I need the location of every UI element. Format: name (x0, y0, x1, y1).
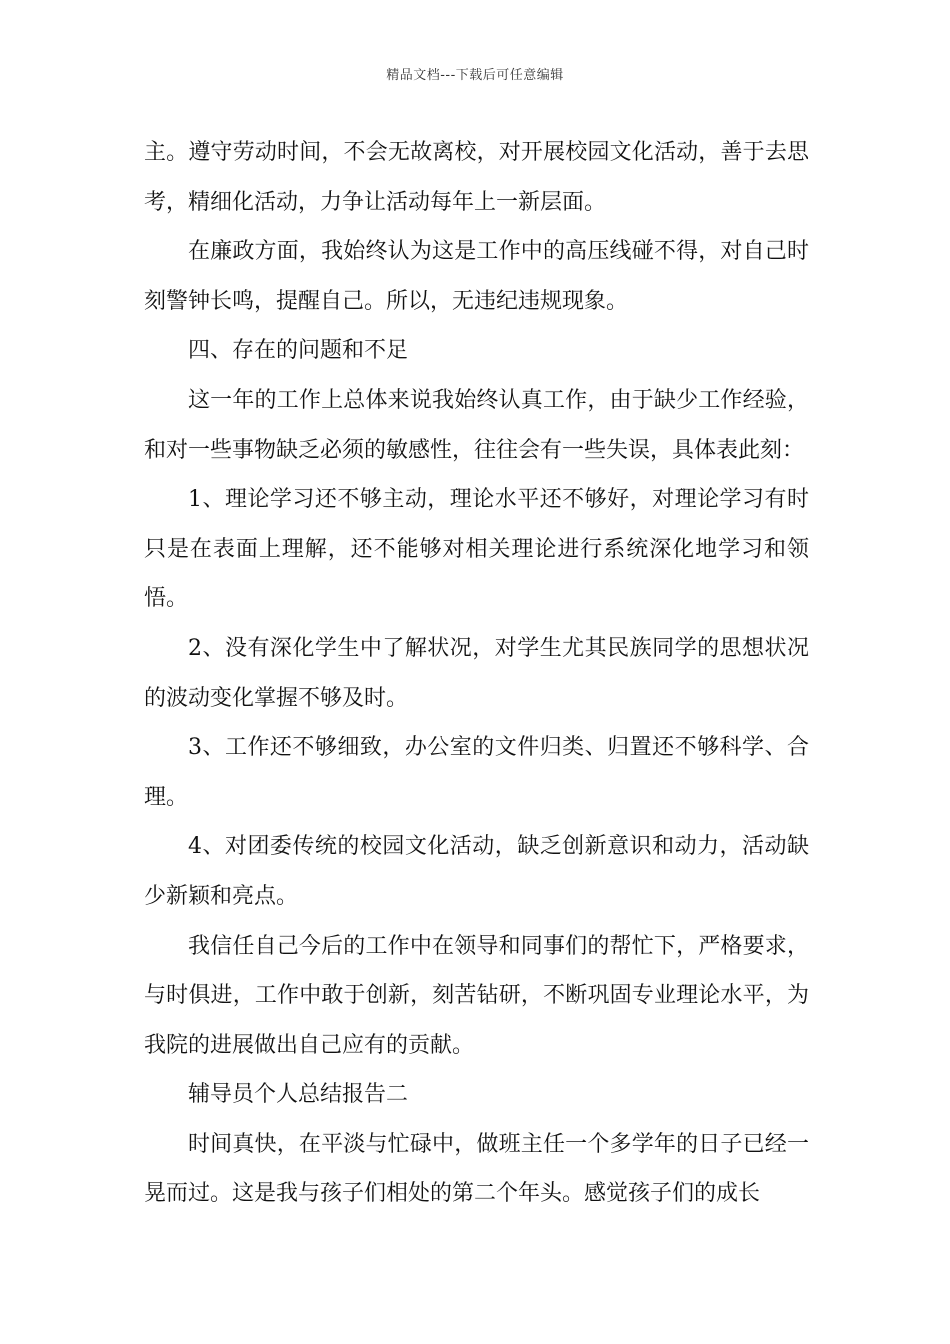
section-heading-4: 四、存在的问题和不足 (188, 338, 409, 364)
paragraph-2: 在廉政方面，我始终认为这是工作中的高压线碰不得，对自己时刻警钟长鸣，提醒自己。所以，无违纪违规现象。 (144, 239, 809, 314)
report-title-2: 辅导员个人总结报告二 (188, 1082, 409, 1108)
page-header: 精品文档---下载后可任意编辑 (386, 68, 564, 83)
paragraph-3: 这一年的工作上总体来说我始终认真工作，由于缺少工作经验，和对一些事物缺乏必须的敏感性，往往会有一些失误，具体表此刻： (144, 387, 809, 463)
list-item-2: 2、没有深化学生中了解状况，对学生尤其民族同学的思想状况的波动变化掌握不够及时。 (144, 635, 809, 711)
paragraph-1: 主。遵守劳动时间，不会无故离校，对开展校园文化活动，善于去思考，精细化活动，力争让活动每年上一新层面。 (144, 140, 809, 215)
list-item-3: 3、工作还不够细致，办公室的文件归类、归置还不够科学、合理。 (144, 735, 809, 810)
paragraph-4: 我信任自己今后的工作中在领导和同事们的帮忙下，严格要求，与时俱进，工作中敢于创新，刻苦钻研，不断巩固专业理论水平，为我院的进展做出自己应有的贡献。 (144, 933, 809, 1058)
document-body (144, 128, 809, 1219)
list-item-1: 1、理论学习还不够主动，理论水平还不够好，对理论学习有时只是在表面上理解，还不能够对相关理论进行系统深化地学习和领悟。 (144, 487, 809, 612)
list-item-4: 4、对团委传统的校园文化活动，缺乏创新意识和动力，活动缺少新颖和亮点。 (144, 834, 809, 909)
paragraph-5: 时间真快，在平淡与忙碌中，做班主任一个多学年的日子已经一晃而过。这是我与孩子们相处的第二个年头。感觉孩子们的成长 (144, 1131, 809, 1207)
